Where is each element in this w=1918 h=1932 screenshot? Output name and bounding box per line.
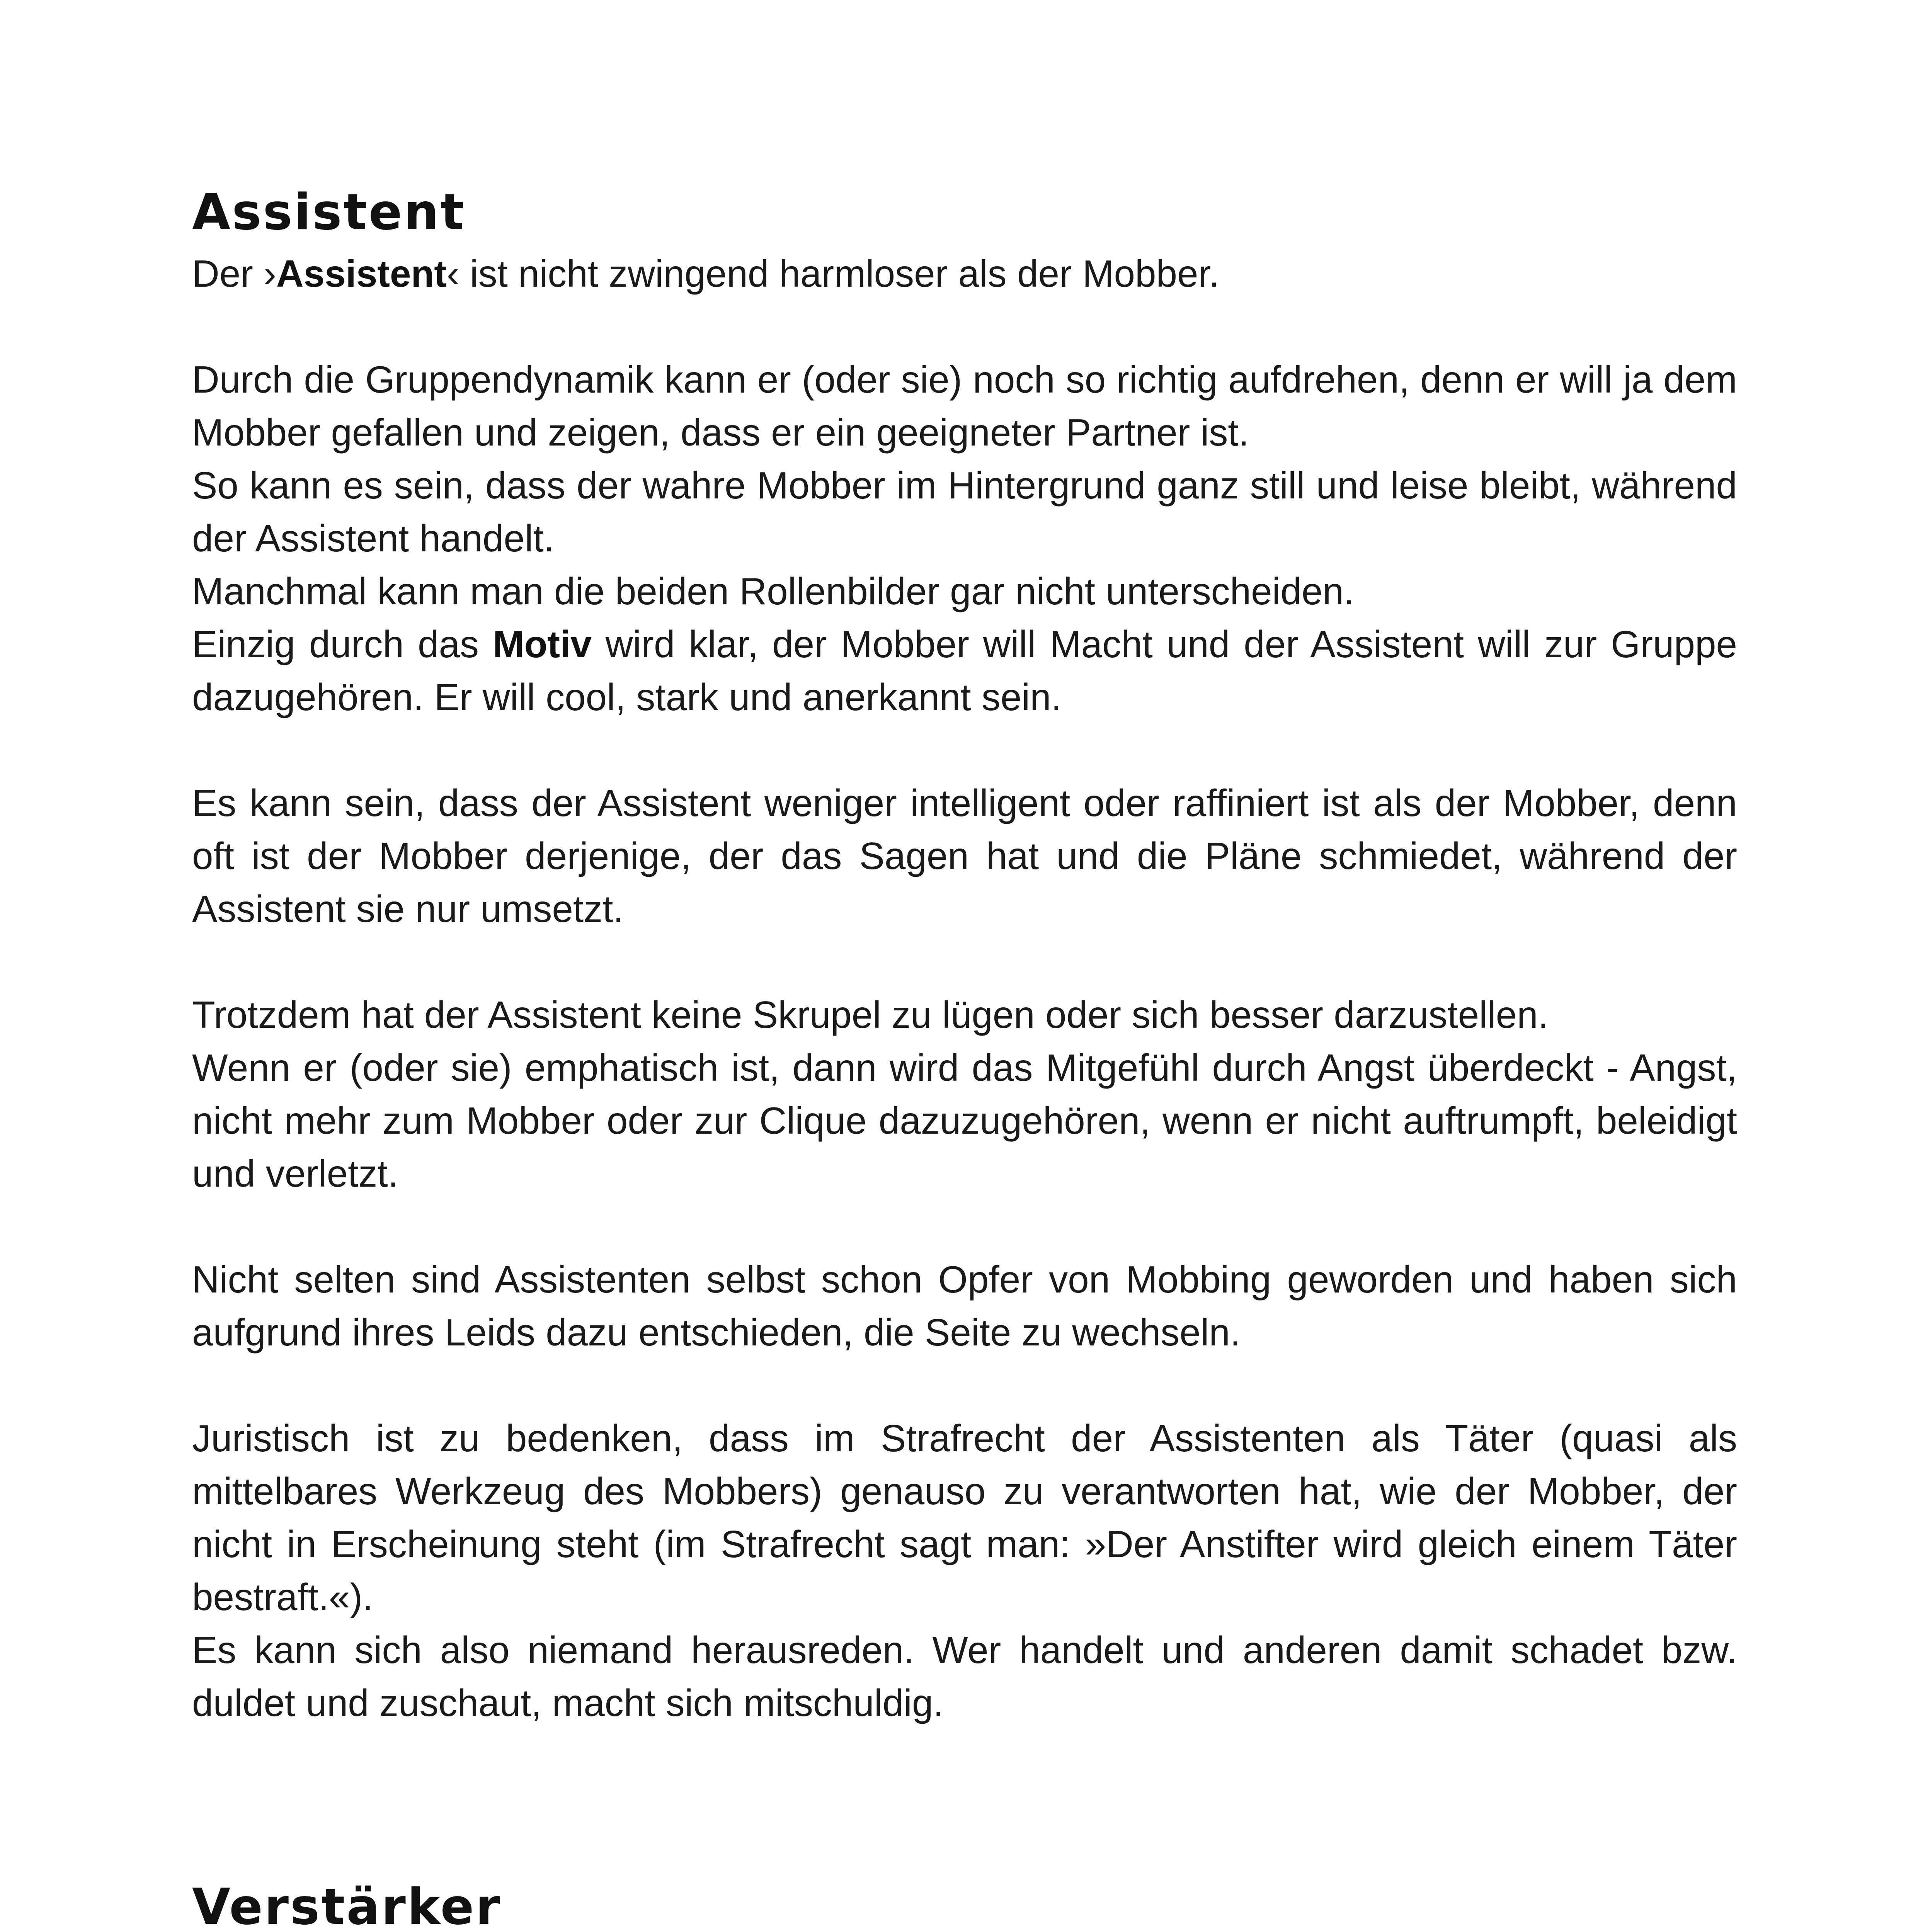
paragraph: Manchmal kann man die beiden Rollenbilder gar nicht unterscheiden. (192, 570, 1355, 612)
paragraph: Juristisch ist zu bedenken, dass im Strafrecht der Assistenten als Täter (quasi als mittelbares Werkzeug des Mobbers) genauso zu verantworten hat, wie der Mobber, der nicht in Erscheinung steht (im Strafrecht sagt man: »Der Anstifter wird gleich einem Täter bestraft.«). (192, 1417, 1737, 1618)
paragraph (192, 618, 1737, 724)
bold-term: Assistent (276, 252, 447, 295)
paragraph (192, 247, 1737, 300)
bold-term: Motiv (492, 623, 592, 665)
paragraph: So kann es sein, dass der wahre Mobber im Hintergrund ganz still und leise bleibt, während der Assistent handelt. (192, 464, 1737, 560)
section-heading-assistent: Assistent (192, 184, 466, 241)
text-run: wird klar, der Mobber will Macht und der Assistent will zur Gruppe dazugehören. Er will cool, stark und anerkannt sein. (192, 623, 1738, 718)
paragraph: Trotzdem hat der Assistent keine Skrupel zu lügen oder sich besser darzustellen. (192, 993, 1549, 1036)
paragraph: Nicht selten sind Assistenten selbst schon Opfer von Mobbing geworden und haben sich aufgrund ihres Leids dazu entschieden, die Seite zu wechseln. (192, 1258, 1737, 1354)
section-heading-verstaerker: Verstärker (192, 1878, 502, 1932)
page-content (192, 182, 1737, 1932)
paragraph: Es kann sich also niemand herausreden. Wer handelt und anderen damit schadet bzw. duldet und zuschaut, macht sich mitschuldig. (192, 1629, 1737, 1724)
text-run: Einzig durch das (192, 623, 493, 665)
paragraph: Es kann sein, dass der Assistent weniger intelligent oder raffiniert ist als der Mobber, denn oft ist der Mobber derjenige, der das Sagen hat und die Pläne schmiedet, während der Assistent sie nur umsetzt. (192, 782, 1737, 930)
text-run: Der › (192, 252, 276, 295)
paragraph: Durch die Gruppendynamik kann er (oder sie) noch so richtig aufdrehen, denn er will ja dem Mobber gefallen und zeigen, dass er ein geeigneter Partner ist. (192, 358, 1737, 454)
paragraph: Wenn er (oder sie) emphatisch ist, dann wird das Mitgefühl durch Angst überdeckt - Angst, nicht mehr zum Mobber oder zur Clique dazuzugehören, wenn er nicht auftrumpft, beleidigt und verletzt. (192, 1046, 1737, 1195)
text-run: ‹ ist nicht zwingend harmloser als der Mobber. (446, 252, 1219, 295)
